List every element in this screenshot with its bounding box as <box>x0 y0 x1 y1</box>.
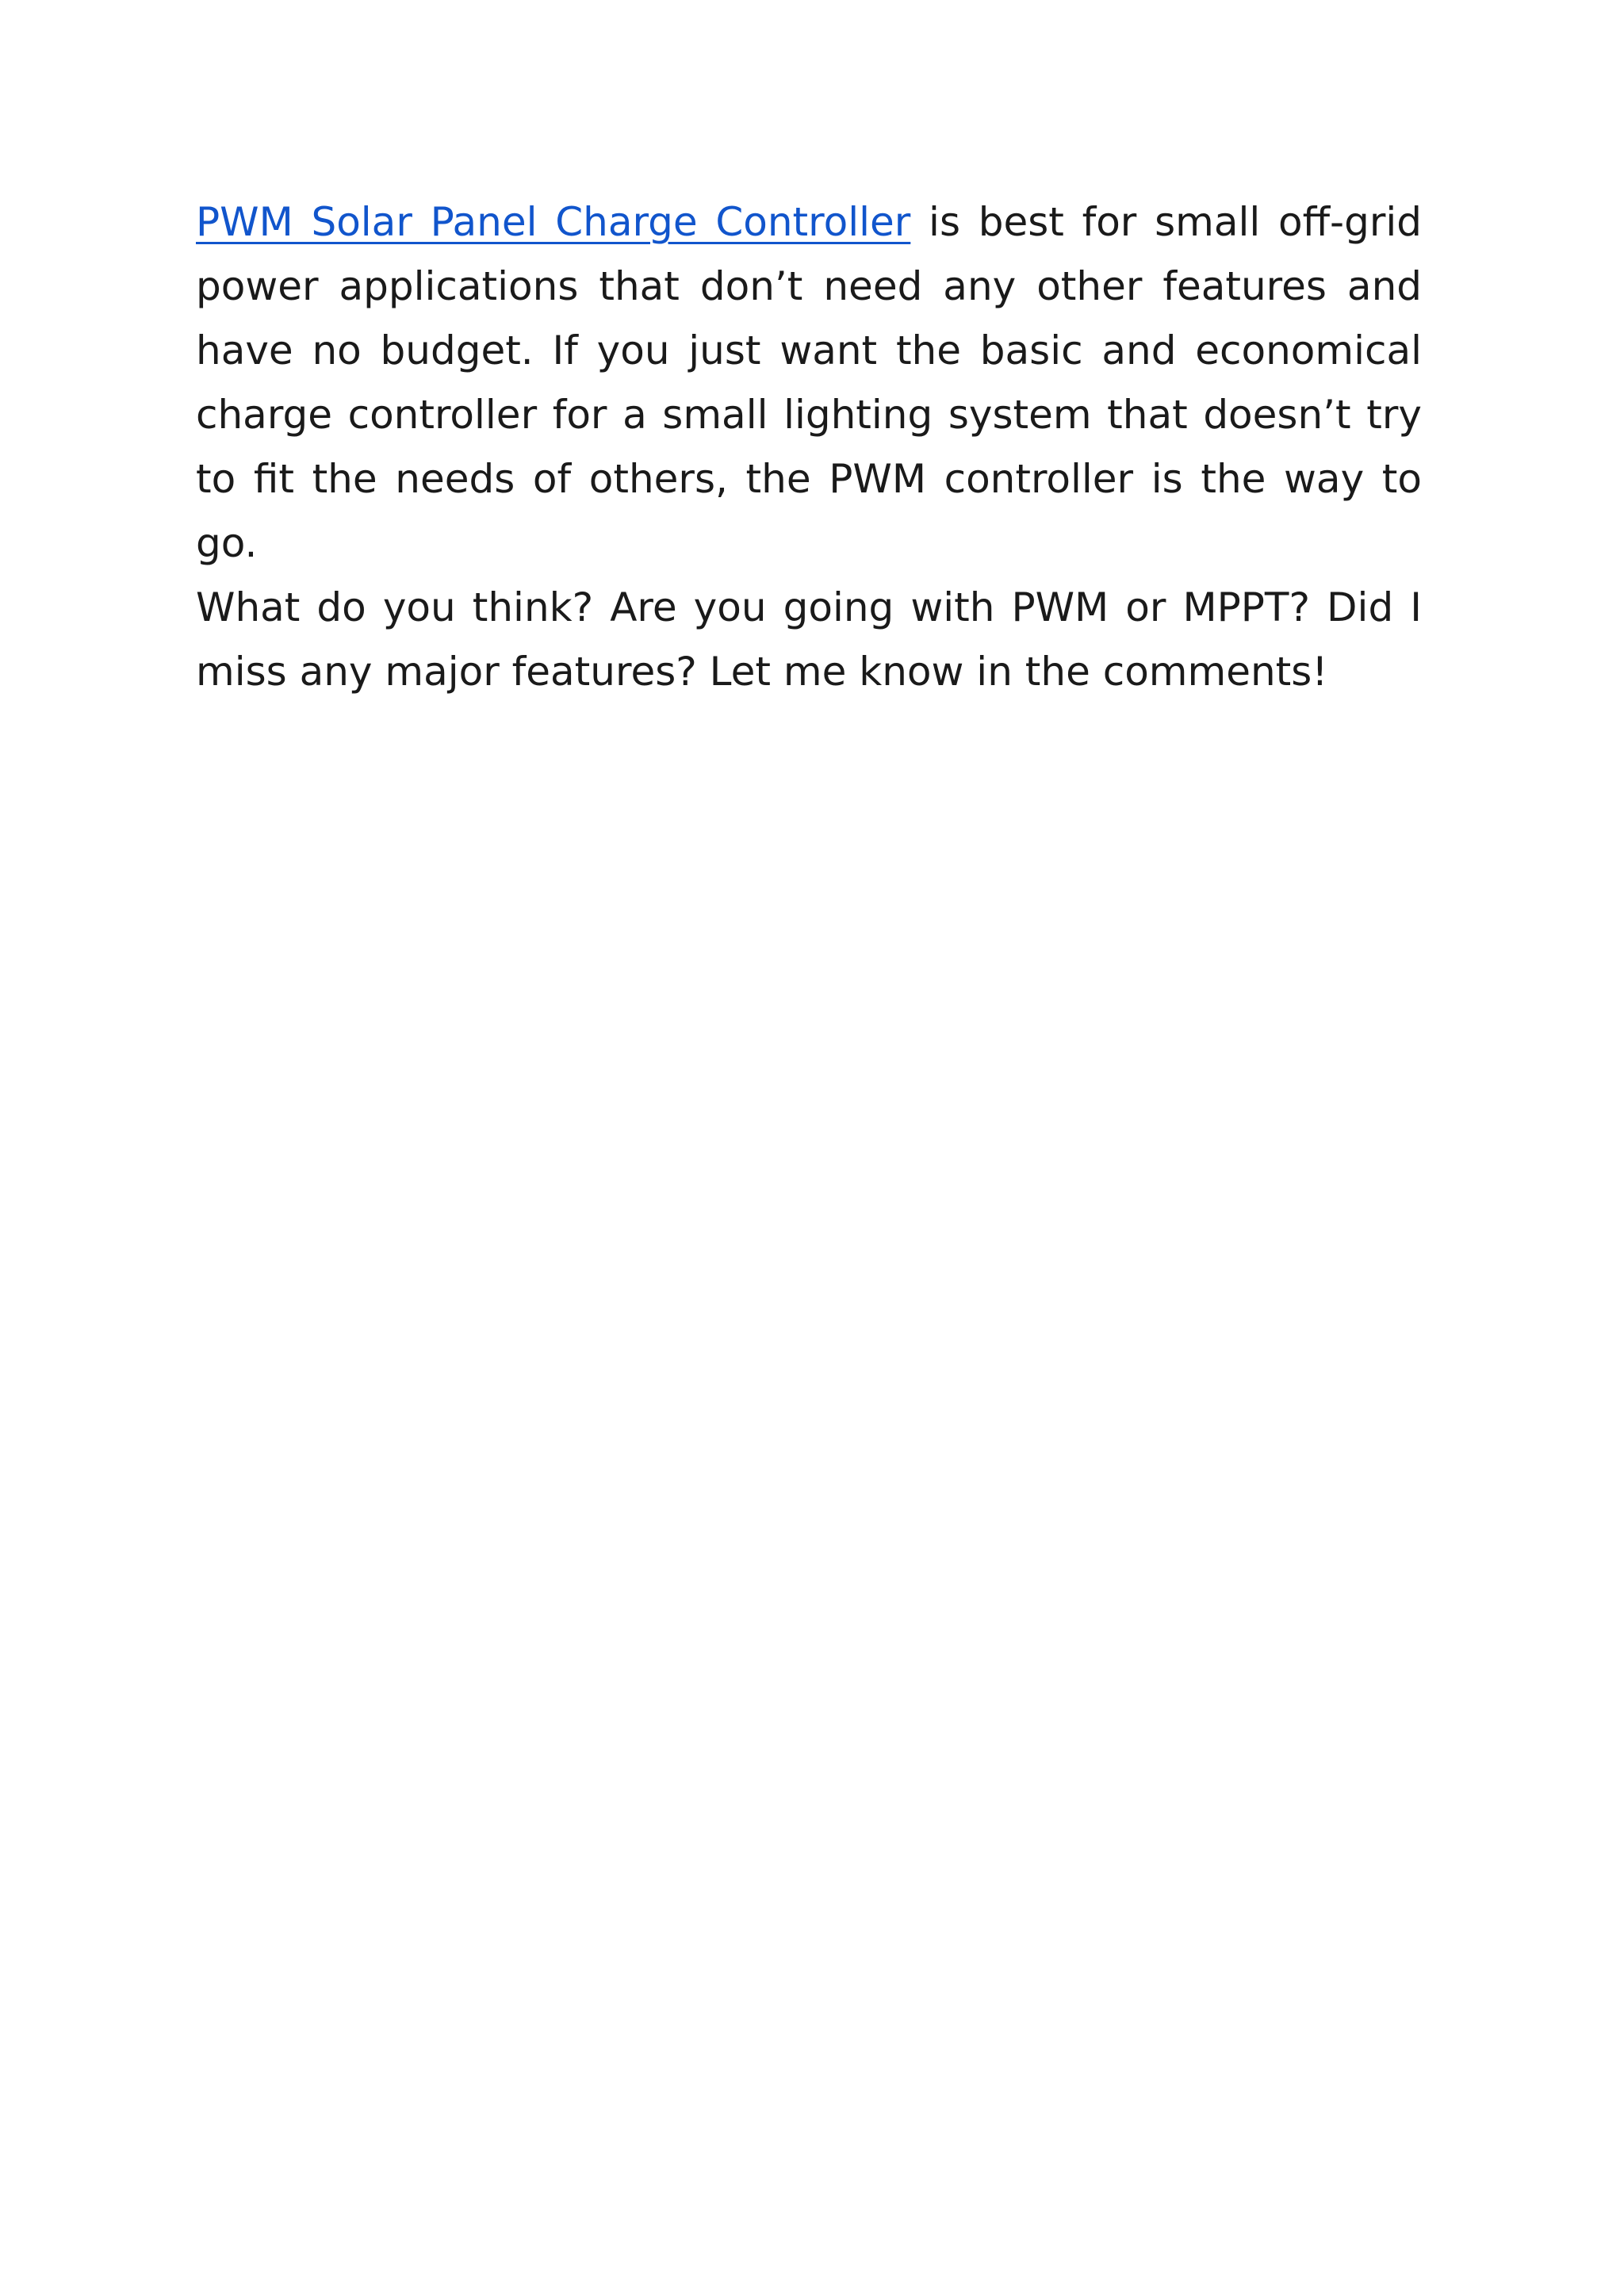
paragraph-2-text: What do you think? Are you going with PWM or MPPT? Did I miss any major features? Let me know in the comments! <box>196 584 1422 695</box>
paragraph-1-text: is best for small off-grid power applications that don’t need any other features and have no budget. If you just want the basic and economical charge controller for a small lighting system that doesn’t try to fit the needs of others, the PWM controller is the way to go. <box>196 199 1423 566</box>
paragraph-2 <box>196 576 1422 704</box>
paragraph-1 <box>196 190 1422 576</box>
document-body <box>196 190 1422 704</box>
pwm-charge-controller-link[interactable]: PWM Solar Panel Charge Controller <box>196 199 911 245</box>
